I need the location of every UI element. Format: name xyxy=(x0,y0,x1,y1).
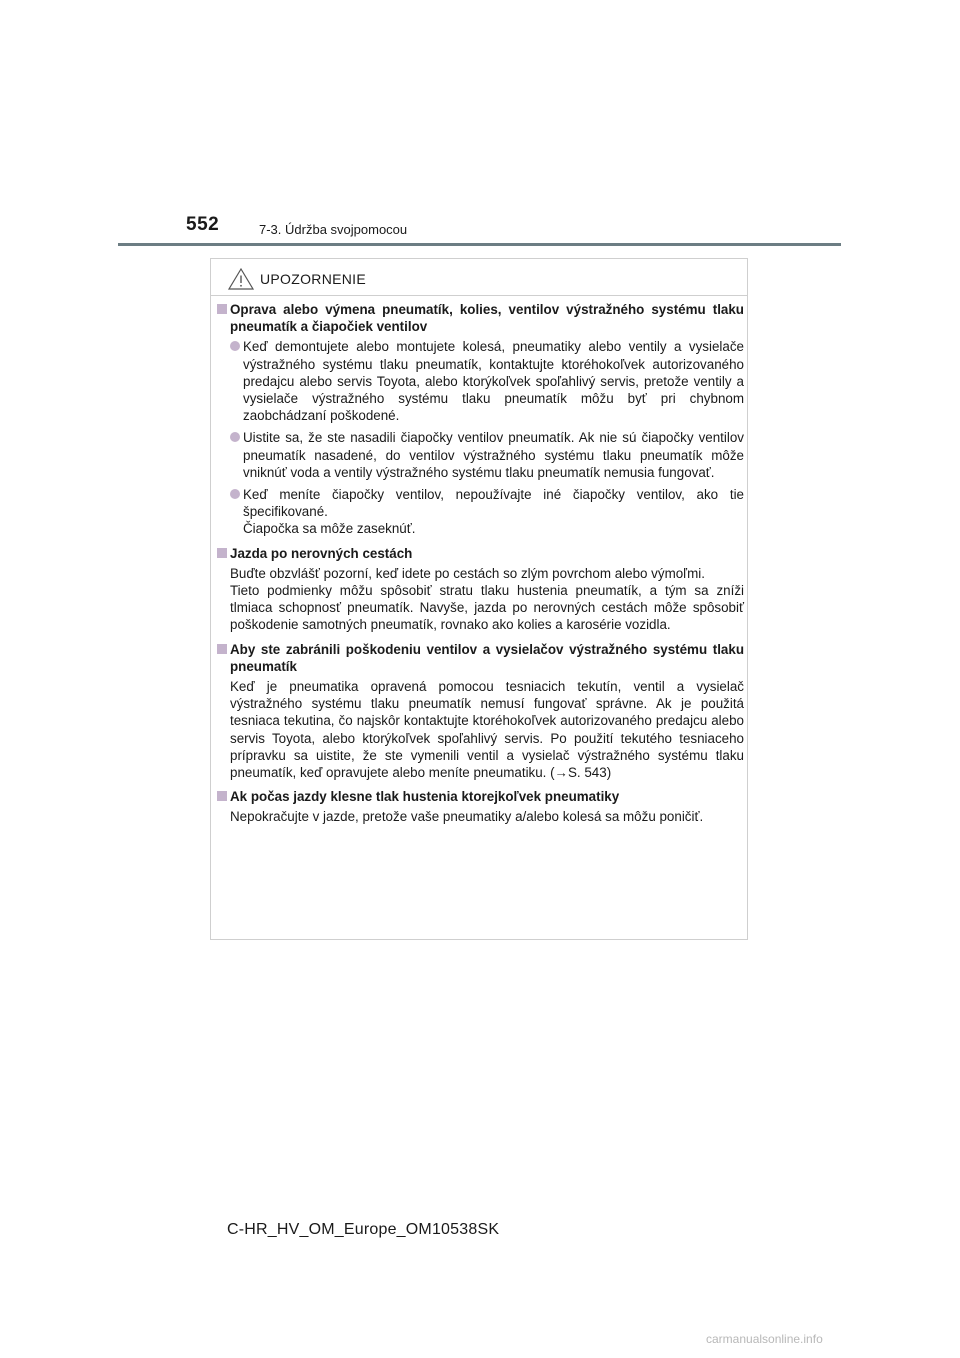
bullet-item xyxy=(230,486,744,538)
watermark: carmanualsonline.info xyxy=(706,1332,823,1346)
header-rule xyxy=(118,243,841,246)
bullet-text: Keď meníte čiapočky ventilov, nepoužívajte iné čiapočky ventilov, ako tie špecifikované. xyxy=(243,487,744,520)
round-bullet xyxy=(230,341,240,351)
round-bullet xyxy=(230,489,240,499)
section-heading: Ak počas jazdy klesne tlak hustenia ktorejkoľvek pneumatiky xyxy=(217,788,744,805)
square-bullet xyxy=(217,548,227,558)
bullet-text: Uistite sa, že ste nasadili čiapočky ventilov pneumatík. Ak nie sú čiapočky ventilov pneumatík nasadené, do ventilov výstražného systému tlaku pneumatík môže vniknúť voda a ventily výstražného systému tlaku pneumatík nemusia fungovať. xyxy=(243,430,744,480)
warning-title: UPOZORNENIE xyxy=(260,271,366,287)
page-number: 552 xyxy=(186,214,220,235)
section-heading: Jazda po nerovných cestách xyxy=(217,545,744,562)
warning-box xyxy=(210,258,748,940)
warning-section xyxy=(217,641,744,782)
section-body xyxy=(217,565,744,634)
section-heading: Aby ste zabránili poškodeniu ventilov a vysielačov výstražného systému tlaku pneumatík xyxy=(217,641,744,675)
section-body xyxy=(217,678,744,781)
warning-section xyxy=(217,545,744,634)
section-heading: Oprava alebo výmena pneumatík, kolies, ventilov výstražného systému tlaku pneumatík a čiapočiek ventilov xyxy=(217,301,744,335)
warning-section xyxy=(217,788,744,825)
square-bullet xyxy=(217,644,227,654)
footer-document-code: C-HR_HV_OM_Europe_OM10538SK xyxy=(227,1221,500,1238)
section-title: 7-3. Údržba svojpomocou xyxy=(259,222,408,237)
square-bullet xyxy=(217,304,227,314)
body-paragraph: Buďte obzvlášť pozorní, keď idete po cestách so zlým povrchom alebo výmoľmi. xyxy=(230,565,705,581)
warning-divider xyxy=(211,295,747,296)
warning-header xyxy=(227,267,366,291)
warning-section xyxy=(217,301,744,538)
section-body xyxy=(217,808,744,825)
warning-content xyxy=(217,301,744,833)
body-paragraph: Tieto podmienky môžu spôsobiť stratu tlaku hustenia pneumatík, a tým sa zníži tlmiaca schopnosť pneumatík. Navyše, jazda po nerovných cestách môže spôsobiť poškodenie samotných pneumatík, rovnako ako kolies a karosérie vozidla. xyxy=(230,583,744,633)
warning-triangle-icon xyxy=(227,267,255,291)
body-paragraph: Nepokračujte v jazde, pretože vaše pneumatiky a/alebo kolesá sa môžu poničiť. xyxy=(230,809,704,825)
square-bullet xyxy=(217,791,227,801)
bullet-item xyxy=(230,429,744,481)
bullet-item xyxy=(230,338,744,424)
bullet-text: Keď demontujete alebo montujete kolesá, pneumatiky alebo ventily a vysielače výstražného systému tlaku pneumatík, kontaktujte ktoréhokoľvek autorizovaného predajcu alebo servis Toyota, alebo ktorýkoľvek spoľahlivý servis, pretože ventily a vysielače výstražného systému tlaku pneumatík môžu byť pri chybnom zaobchádzaní poškodené. xyxy=(243,339,744,424)
bullet-text: Čiapočka sa môže zaseknúť. xyxy=(243,521,416,537)
round-bullet xyxy=(230,432,240,442)
body-paragraph: Keď je pneumatika opravená pomocou tesniacich tekutín, ventil a vysielač výstražného systému tlaku pneumatík nemusí fungovať správne. Ak je použitá tesniaca tekutina, čo najskôr kontaktujte ktoréhokoľvek autorizovaného predajcu alebo servis Toyota, alebo ktorýkoľvek spoľahlivý servis. Po použití tekutého tesniaceho prípravku sa uistite, že ste vymenili ventil a vysielač výstražného systému tlaku pneumatík, keď opravujete alebo meníte pneumatiku. (→S. 543) xyxy=(230,679,744,781)
